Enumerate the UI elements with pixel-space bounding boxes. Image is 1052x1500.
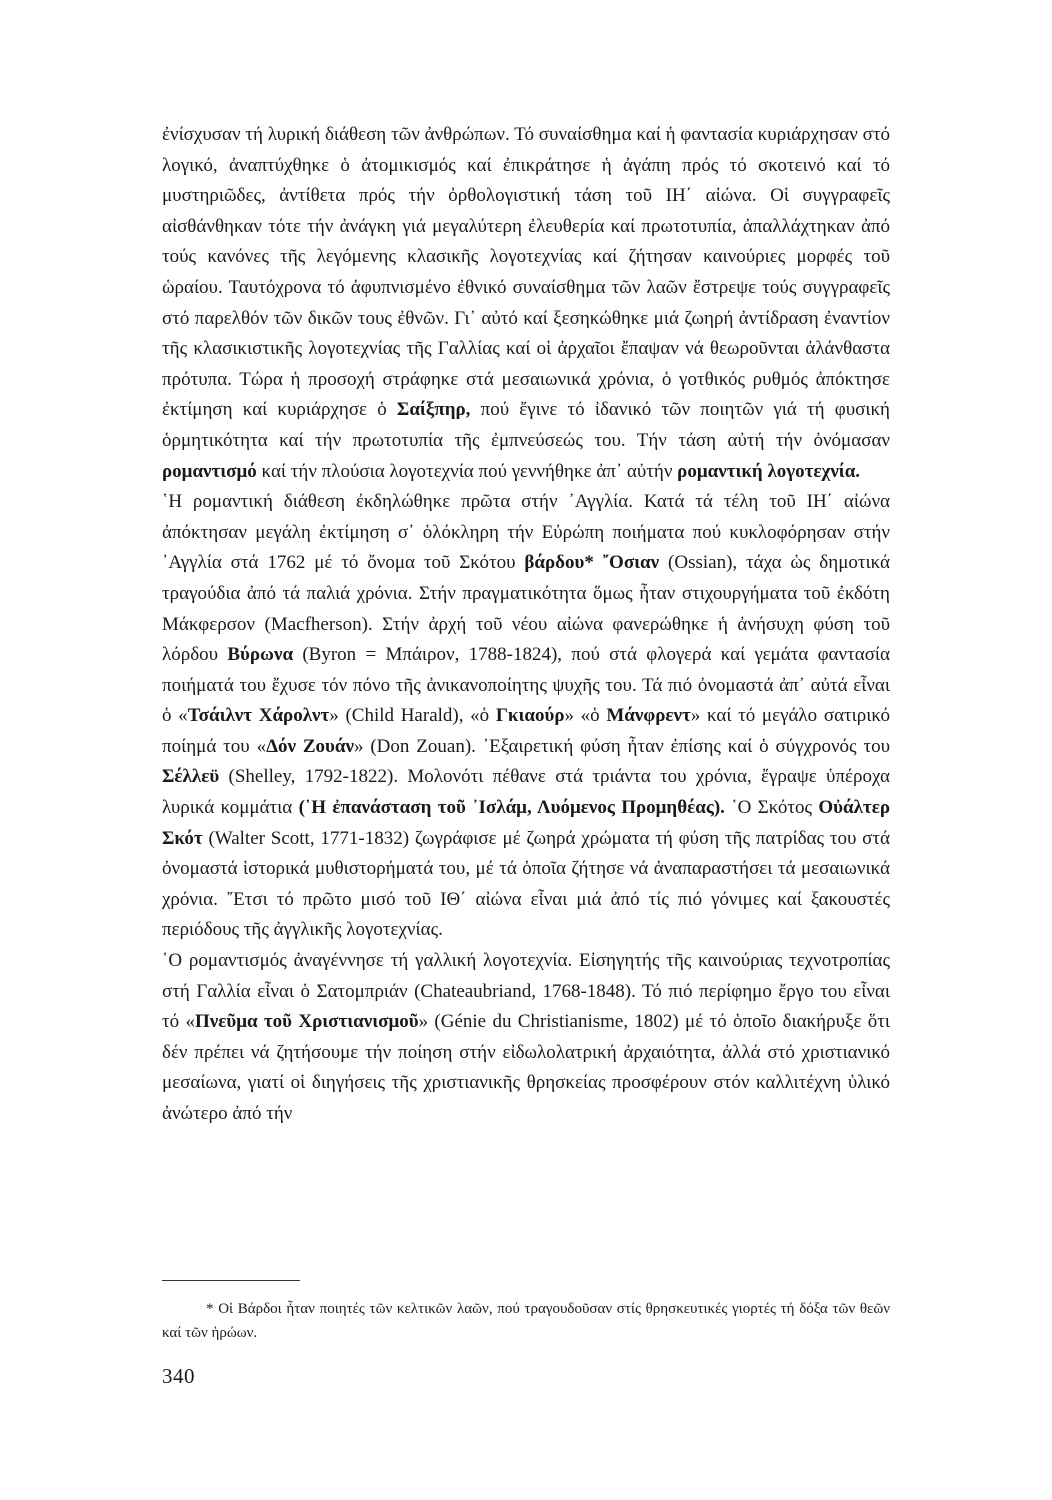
text-run: (Walter Scott, 1771-1832) ζωγράφισε μέ ζωηρά χρώματα τή φύση τῆς πατρίδας του στά ὀνομαστά ἱστορικά μυθιστορήματά του, μέ τά ὁποῖα ζήτησε νά ἀναπαραστήσει τά μεσαιωνικά χρόνια. ῎Ετσι τό πρῶτο μισό τοῦ ΙΘ΄ αἰώνα εἶναι μιά ἀπό τίς πιό γόνιμες καί ξακουστές περιόδους τῆς ἀγγλικῆς λογοτεχνίας.: [162, 827, 890, 941]
text-run: ῾Η ρομαντική διάθεση ἐκδηλώθηκε πρῶτα στήν ᾿Αγγλία. Κατά τά τέλη τοῦ ΙΗ΄ αἰώνα ἀπόκτησαν μεγάλη ἐκτίμηση σ᾿ ὁλόκληρη τήν Εὐρώπη ποιήματα πού κυκλοφόρησαν στήν ᾿Αγγλία στά 1762 μέ τό ὄνομα τοῦ Σκότου: [162, 491, 890, 574]
footnote: * Οἱ Βάρδοι ἦταν ποιητές τῶν κελτικῶν λαῶν, πού τραγουδοῦσαν στίς θρησκευτικές γιορτές τή δόξα τῶν θεῶν καί τῶν ἡρώων.: [162, 1301, 890, 1341]
bold-term-shelley: Σέλλεϋ: [162, 766, 220, 788]
bold-term-genie-christianisme: Πνεῦμα τοῦ Χριστιανισμοῦ: [194, 1011, 419, 1033]
text-run: πού ἔγινε τό ἰδανικό τῶν ποιητῶν γιά τή φυσική ὁρμητικότητα καί τήν πρωτοτυπία τῆς ἐμπνεύσεώς του. Τήν τάση αὐτή τήν ὀνόμασαν: [162, 399, 890, 451]
text-run: » (Génie du Christianisme, 1802) μέ τό ὁποῖο διακήρυξε ὅτι δέν πρέπει νά ζητήσουμε τήν ποίηση στήν εἰδωλολατρική ἀρχαιότητα, ἀλλά στό χριστιανικό μεσαίωνα, γιατί οἱ διηγήσεις τῆς χριστιανικῆς θρησκείας προσφέρουν στόν καλλιτέχνη ὑλικό ἀνώτερο ἀπό τήν: [162, 1011, 890, 1124]
bold-term-walter-scott: Οὐάλτερ Σκότ: [162, 797, 890, 849]
text-run: καί τήν πλούσια λογοτεχνία πού γεννήθηκε ἀπ᾿ αὐτήν: [256, 460, 678, 482]
text-run: (Ossian), τάχα ὡς δημοτικά τραγούδια ἀπό τά παλιά χρόνια. Στήν πραγματικότητα ὅμως ἦταν στιχουργήματα τοῦ ἐκδότη Μάκφερσον (Macfherson). Στήν ἀρχή τοῦ νέου αἰώνα φανερώθηκε ἡ ἀνήσυχη φύση τοῦ λόρδου: [162, 552, 890, 666]
bold-term-byron: Βύρωνα: [227, 644, 294, 666]
bold-term-childe-harold: Τσάιλντ Χάρολντ: [187, 705, 330, 727]
text-run: » «ὁ: [564, 705, 607, 727]
body-text: [162, 120, 890, 1130]
bold-term-manfred: Μάνφρεντ: [606, 705, 691, 727]
text-run: ἐνίσχυσαν τή λυρική διάθεση τῶν ἀνθρώπων. Τό συναίσθημα καί ἡ φαντασία κυριάρχησαν στό λογικό, ἀναπτύχθηκε ὁ ἀτομικισμός καί ἐπικράτησε ἡ ἀγάπη πρός τό σκοτεινό καί τό μυστηριῶδες, ἀντίθετα πρός τήν ὀρθολογιστική τάση τοῦ ΙΗ΄ αἰώνα. Οἱ συγγραφεῖς αἰσθάνθηκαν τότε τήν ἀνάγκη γιά μεγαλύτερη ἐλευθερία καί πρωτοτυπία, ἀπαλλάχτηκαν ἀπό τούς κανόνες τῆς λεγόμενης κλασικῆς λογοτεχνίας καί ζήτησαν καινούριες μορφές τοῦ ὡραίου. Ταυτόχρονα τό ἀφυπνισμένο ἐθνικό συναίσθημα τῶν λαῶν ἔστρεψε τούς συγγραφεῖς στό παρελθόν τῶν δικῶν τους ἐθνῶν. Γι᾿ αὐτό καί ξεσηκώθηκε μιά ζωηρή ἀντίδραση ἐναντίον τῆς κλασικιστικῆς λογοτεχνίας τῆς Γαλλίας καί οἱ ἀρχαῖοι ἔπαψαν νά θεωροῦνται ἀλάνθαστα πρότυπα. Τώρα ἡ προσοχή στράφηκε στά μεσαιωνικά χρόνια, ὁ γοτθικός ρυθμός ἀπόκτησε ἐκτίμηση καί κυριάρχησε ὁ: [162, 124, 890, 421]
bold-term-giaour: Γκιαούρ: [495, 705, 565, 727]
bold-term-shakespeare: Σαίξπηρ,: [396, 399, 471, 421]
text-run: » καί τό μεγάλο σατιρικό ποίημά του «: [162, 705, 891, 757]
bold-term-don-juan: Δόν Ζουάν: [266, 735, 354, 757]
footnote-divider: [162, 1280, 300, 1281]
paragraph-1: [162, 120, 890, 487]
text-run: ῾Ο ρομαντισμός ἀναγέννησε τή γαλλική λογοτεχνία. Εἰσηγητής τῆς καινούριας τεχνοτροπίας στή Γαλλία εἶναι ὁ Σατομπριάν (Chateaubriand, 1768-1848). Τό πιό περίφημο ἔργο του εἶναι τό «: [162, 950, 890, 1033]
text-run: (Shelley, 1792-1822). Μολονότι πέθανε στά τριάντα του χρόνια, ἔγραψε ὑπέροχα λυρικά κομμάτια: [162, 766, 890, 819]
bold-term-shelley-works: (῾Η ἐπανάσταση τοῦ ᾿Ισλάμ, Λυόμενος Προμηθέας).: [298, 797, 725, 819]
page-number: 340: [162, 1364, 195, 1388]
text-run: » (Child Harald), «ὁ: [329, 705, 496, 727]
bold-term-romantic-literature: ρομαντική λογοτεχνία.: [677, 460, 861, 482]
paragraph-2: [162, 487, 890, 946]
text-run: (Byron = Μπάιρον, 1788-1824), πού στά φλογερά καί γεμάτα φαντασία ποιήματά του ἔχυσε τόν πόνο τῆς ἀνικανοποίητης ψυχῆς του. Τά πιό ὀνομαστά ἀπ᾿ αὐτά εἶναι ὁ «: [162, 644, 890, 727]
bold-term-romanticism: ρομαντισμό: [162, 460, 257, 482]
paragraph-3: [162, 946, 890, 1130]
bold-term-bard-ossian: βάρδου* ῎Οσιαν: [524, 552, 660, 574]
text-run: ῾Ο Σκότος: [724, 797, 819, 819]
text-run: » (Don Zouan). ᾿Εξαιρετική φύση ἦταν ἐπίσης καί ὁ σύγχρονός του: [353, 735, 891, 757]
